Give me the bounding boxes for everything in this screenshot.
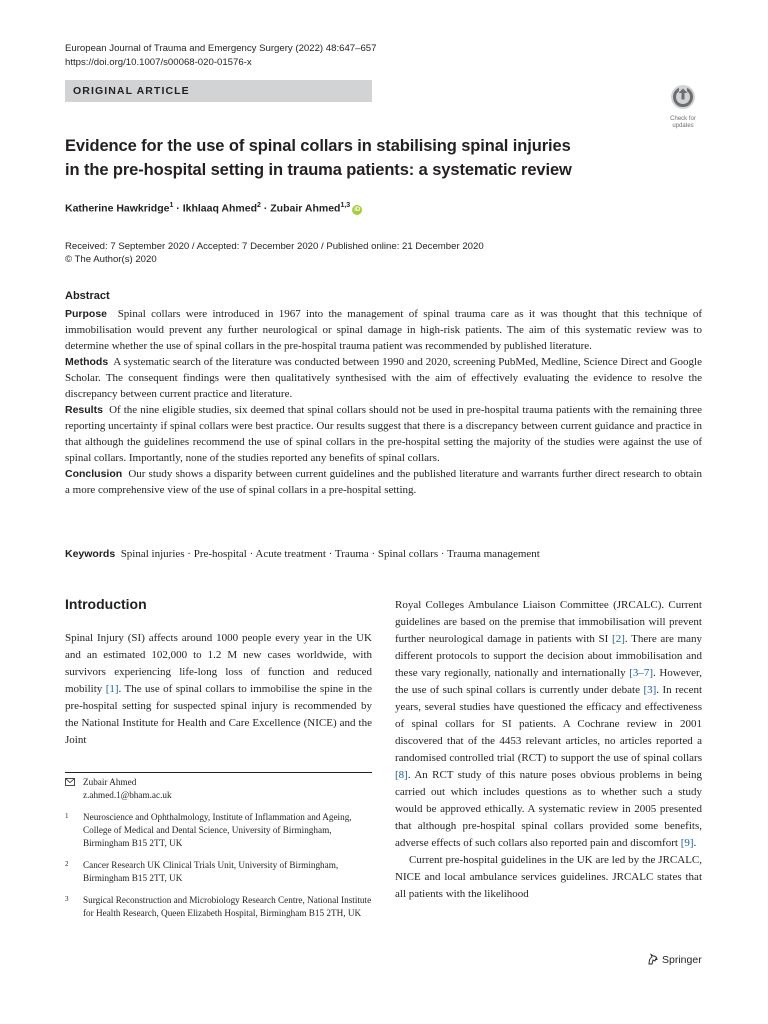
title-line-1: Evidence for the use of spinal collars in stabilising spinal injuries [65,137,571,155]
affiliation-number: 1 [65,812,69,820]
abstract-section-text: Our study shows a disparity between current guidelines and the published literature and warrants further direct research to obtain a more comprehensive view of the use of spinal collars in a pre-hospital setting. [65,468,702,496]
affiliation-text: Surgical Reconstruction and Microbiology Research Centre, National Institute for Health Research, Queen Elizabeth Hospital, Birmingham B15 2TH, UK [83,895,372,918]
abstract-section-label: Results [65,404,103,416]
footnote-divider [65,772,372,773]
copyright-notice: © The Author(s) 2020 [65,254,157,265]
affiliation [65,811,372,850]
author-separator: · [173,202,183,215]
orcid-icon[interactable]: iD [354,206,361,213]
publisher-logo [647,953,702,966]
abstract-heading: Abstract [65,290,110,302]
abstract-section [65,354,702,402]
author-notes [65,772,372,920]
author-name[interactable]: Katherine Hawkridge [65,202,170,215]
doi-link[interactable]: https://doi.org/10.1007/s00068-020-01576-x [65,57,252,68]
abstract-section-text: A systematic search of the literature was conducted between 1990 and 2020, screening PubMed, Medline, Science Direct and Google Scholar. The consequent findings were then qualitatively synthesised with the aim of effectively evaluating the evidence to resolve the discrepancy between current practice and literature. [65,356,702,400]
citation-link[interactable]: [3] [643,684,657,696]
affiliation-number: 3 [65,895,69,903]
keywords-list: Spinal injuries · Pre-hospital · Acute treatment · Trauma · Spinal collars · Trauma management [120,548,540,560]
abstract-section [65,306,702,354]
title-line-2: in the pre-hospital setting in trauma patients: a systematic review [65,161,572,179]
abstract-section-label: Purpose [65,308,108,320]
author-name[interactable]: Ikhlaaq Ahmed [182,202,257,215]
abstract-section [65,402,702,466]
author-affiliation-sup: 1,3 [340,202,351,209]
badge-line-2: updates [672,123,694,129]
citation-link[interactable]: [3–7] [629,667,654,679]
body-text: . The use of spinal collars to immobilise the spine in the pre-hospital setting for suspected spinal injury is recommended by the National Institute for Health and Care Excellence (NICE) and the Joint [65,683,372,746]
publisher-name: Springer [662,954,702,966]
citation-link[interactable]: [2] [612,633,625,645]
article-history: Received: 7 September 2020 / Accepted: 7 December 2020 / Published online: 21 December 2020 [65,241,484,252]
author-affiliation-sup: 2 [257,202,261,209]
abstract-section-text: Spinal collars were introduced in 1967 into the management of spinal trauma care as it was thought that this technique of immobilisation would prevent any further neurological or spinal damage in high-risk patients. The aim of this systematic review was to determine whether the use of spinal collars in the pre-hospital trauma patient was recommended by published literature. [65,308,703,352]
author-separator: · [260,202,271,215]
body-text: . There are many different protocols to support the decision about immobilisation and these vary regionally, nationally and internationally [395,633,702,679]
body-text: . In recent years, several studies have questioned the efficacy and effectiveness of spinal collars for SI patients. A Cochrane review in 2001 discovered that of the 4453 relevant articles, no articles reported a randomised controlled trial (RCT) to support the use of spinal collars [395,684,703,764]
article-title [65,134,695,182]
body-text: . An RCT study of this nature poses obvious problems in being carried out which includes questions as to whether such a study would be approved ethically. A systematic review in 2005 presented that although pre-hospital spinal collars provided some benefits, adverse effects of such collars also reported pain and discomfort [395,769,702,849]
journal-info [65,42,376,70]
article-type-banner: ORIGINAL ARTICLE [65,80,372,102]
left-column [65,630,372,749]
body-text: . [693,837,697,849]
body-text: Spinal Injury (SI) affects around 1000 people every year in the UK and an estimated 102,000 to 1.2 M new cases worldwide, with survivors experiencing life-long loss of function and reduced mobility [65,632,372,695]
affiliation [65,894,372,920]
badge-line-1: Check for [670,116,696,122]
affiliation [65,859,372,885]
author-list [65,202,362,215]
intro-paragraph-1 [65,630,372,749]
right-column [395,597,702,903]
check-for-updates-icon [670,84,696,110]
publication-dates [65,240,484,266]
affiliation-text: Cancer Research UK Clinical Trials Unit, University of Birmingham, Birmingham B15 2TT, UK [83,860,339,883]
corresponding-author-name: Zubair Ahmed [83,777,137,787]
intro-paragraph-2 [395,597,702,852]
check-for-updates-badge[interactable] [663,84,703,129]
abstract-section [65,466,702,498]
journal-citation: European Journal of Trauma and Emergency Surgery (2022) 48:647–657 [65,43,377,54]
intro-paragraph-3: Current pre-hospital guidelines in the UK are led by the JRCALC, NICE and local ambulance services guidelines. JRCALC states that all patients with the likelihood [395,854,702,900]
correspondence [65,776,372,802]
author-name[interactable]: Zubair Ahmed [270,202,341,215]
affiliation-text: Neuroscience and Ophthalmology, Institute of Inflammation and Ageing, College of Medical and Dental Science, University of Birmingham, Birmingham B15 2TT, UK [83,812,352,848]
citation-link[interactable]: [9] [680,837,694,849]
introduction-heading: Introduction [65,596,147,612]
abstract-section-text: Of the nine eligible studies, six deemed that spinal collars should not be used in pre-hospital trauma patients with the remaining three reporting uncertainty if spinal collars were best practice. Our results suggest that there is a discrepancy between current guidance and practice in that although the guidelines recommend the use of spinal collars in the pre-hospital setting the majority of the studies were against the use of spinal collars. Importantly, none of the studies reported any benefits of spinal collars. [65,404,703,464]
springer-horse-icon [647,953,659,965]
affiliation-number: 2 [65,860,69,868]
abstract-body [65,306,702,498]
body-text: Royal Colleges Ambulance Liaison Committee (JRCALC). Current guidelines are based on the premise that immobilisation will prevent further neurological damage in patients with SI [395,599,702,645]
envelope-icon [65,776,83,802]
abstract-section-label: Methods [65,356,109,368]
corresponding-author-email[interactable]: z.ahmed.1@bham.ac.uk [83,790,172,800]
abstract-section-label: Conclusion [65,468,123,480]
author-affiliation-sup: 1 [169,202,174,209]
citation-link[interactable]: [8] [395,769,408,781]
citation-link[interactable]: [1] [105,683,119,695]
keywords-label: Keywords [65,548,116,560]
body-text: . However, the use of such spinal collars is currently under debate [395,667,702,696]
keywords [65,548,702,560]
